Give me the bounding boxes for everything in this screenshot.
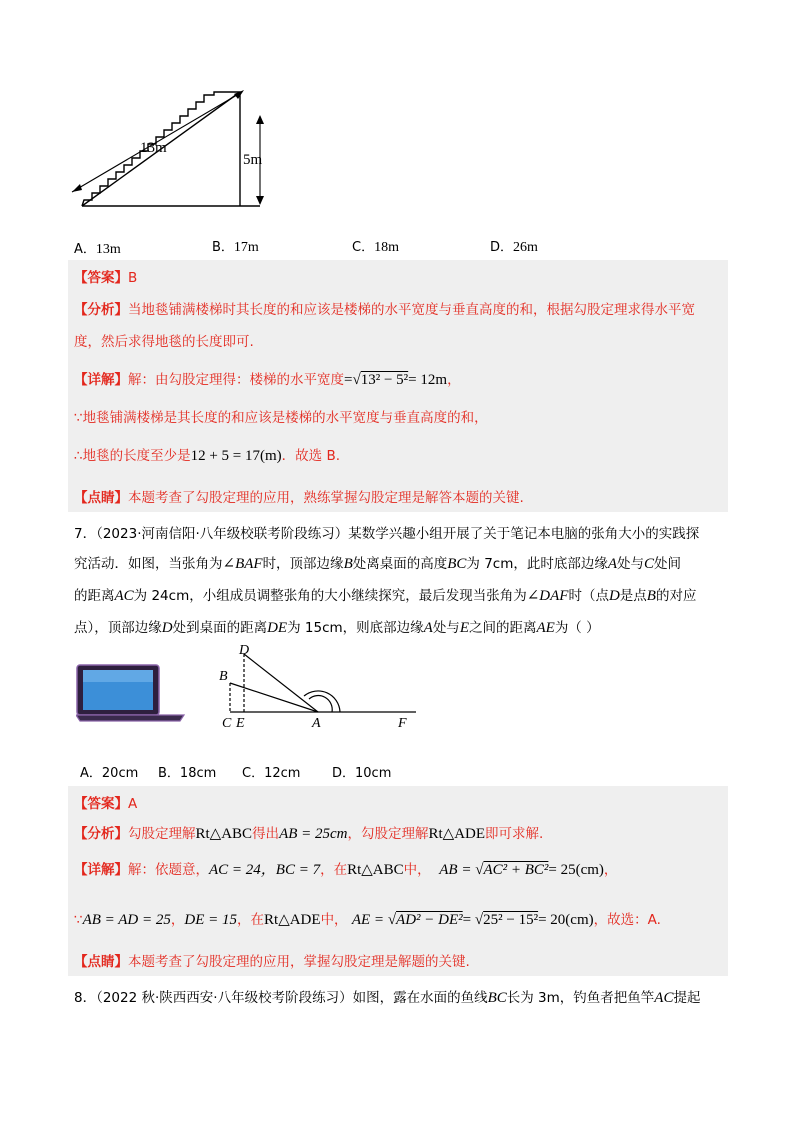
q7-detail-line1: 【详解】解：依题意，AC = 24，BC = 7，在Rt△ABC中， AB = √AC² + BC²= 25(cm)， bbox=[74, 862, 618, 878]
option-d[interactable]: D．26m bbox=[490, 240, 538, 255]
q6-comment: 【点睛】本题考查了勾股定理的应用，熟练掌握勾股定理是解答本题的关键. bbox=[74, 490, 524, 506]
q6-solution-box bbox=[68, 260, 728, 512]
q7-answer: 【答案】A bbox=[74, 796, 138, 812]
q7-analysis: 【分析】勾股定理解Rt△ABC得出AB = 25cm，勾股定理解Rt△ADE即可求解. bbox=[74, 826, 544, 842]
label-B: B bbox=[219, 669, 228, 684]
q7-option-d[interactable]: D．10cm bbox=[332, 766, 392, 781]
q7-option-b[interactable]: B．18cm bbox=[158, 766, 217, 781]
q6-detail-line1: 【详解】解：由勾股定理得：楼梯的水平宽度=√13² − 5²= 12m， bbox=[74, 372, 461, 388]
label-D: D bbox=[239, 643, 250, 658]
q7-stem-line2: 究活动．如图，当张角为∠BAF时，顶部边缘B处离桌面的高度BC为 7cm，此时底部边缘A处与C处间 bbox=[74, 556, 682, 572]
option-b[interactable]: B．17m bbox=[212, 240, 259, 255]
q7-stem-line3: 的距离AC为 24cm，小组成员调整张角的大小继续探究，最后发现当张角为∠DAF时（点D是点B的对应 bbox=[74, 588, 697, 604]
q7-stem-line4: 点），顶部边缘D处到桌面的距离DE为 15cm，则底部边缘A处与E之间的距离AE为（ ） bbox=[74, 620, 600, 636]
label-C: C bbox=[222, 716, 232, 730]
q7-detail-line2: ∵AB = AD = 25，DE = 15，在Rt△ADE中， AE = √AD² − DE²= √25² − 15²= 20(cm)，故选：A. bbox=[74, 912, 661, 928]
label-E: E bbox=[236, 716, 245, 730]
option-c[interactable]: C．18m bbox=[352, 240, 399, 255]
q6-analysis-line2: 度，然后求得地毯的长度即可. bbox=[74, 334, 254, 350]
label-5m: 5m bbox=[243, 152, 263, 168]
option-a[interactable]: A．13m bbox=[74, 242, 121, 257]
q7-comment: 【点睛】本题考查了勾股定理的应用，掌握勾股定理是解题的关键. bbox=[74, 954, 470, 970]
staircase-figure bbox=[64, 84, 284, 214]
q7-stem-line1: 7．（2023·河南信阳·八年级校联考阶段练习）某数学兴趣小组开展了关于笔记本电脑的张角大小的实践探 bbox=[74, 526, 700, 542]
q6-detail-line2: ∵地毯铺满楼梯是其长度的和应该是楼梯的水平宽度与垂直高度的和， bbox=[74, 410, 488, 426]
label-13m: 13m bbox=[140, 140, 167, 156]
q7-option-a[interactable]: A．20cm bbox=[80, 766, 139, 781]
laptop-image bbox=[76, 664, 188, 722]
label-F: F bbox=[398, 716, 407, 730]
q7-solution-box bbox=[68, 786, 728, 976]
q7-geometry-figure bbox=[216, 642, 416, 730]
q6-answer: 【答案】B bbox=[74, 270, 138, 286]
q6-detail-line3: ∴地毯的长度至少是12 + 5 = 17(m)．故选 B. bbox=[74, 448, 341, 464]
label-A: A bbox=[312, 716, 321, 730]
q7-option-c[interactable]: C．12cm bbox=[242, 766, 301, 781]
q8-stem-line1: 8．（2022 秋·陕西西安·八年级校考阶段练习）如图，露在水面的鱼线BC长为 3m，钓鱼者把鱼竿AC提起 bbox=[74, 990, 701, 1006]
q6-analysis-line1: 【分析】当地毯铺满楼梯时其长度的和应该是楼梯的水平宽度与垂直高度的和，根据勾股定理求得水平宽 bbox=[74, 302, 695, 318]
